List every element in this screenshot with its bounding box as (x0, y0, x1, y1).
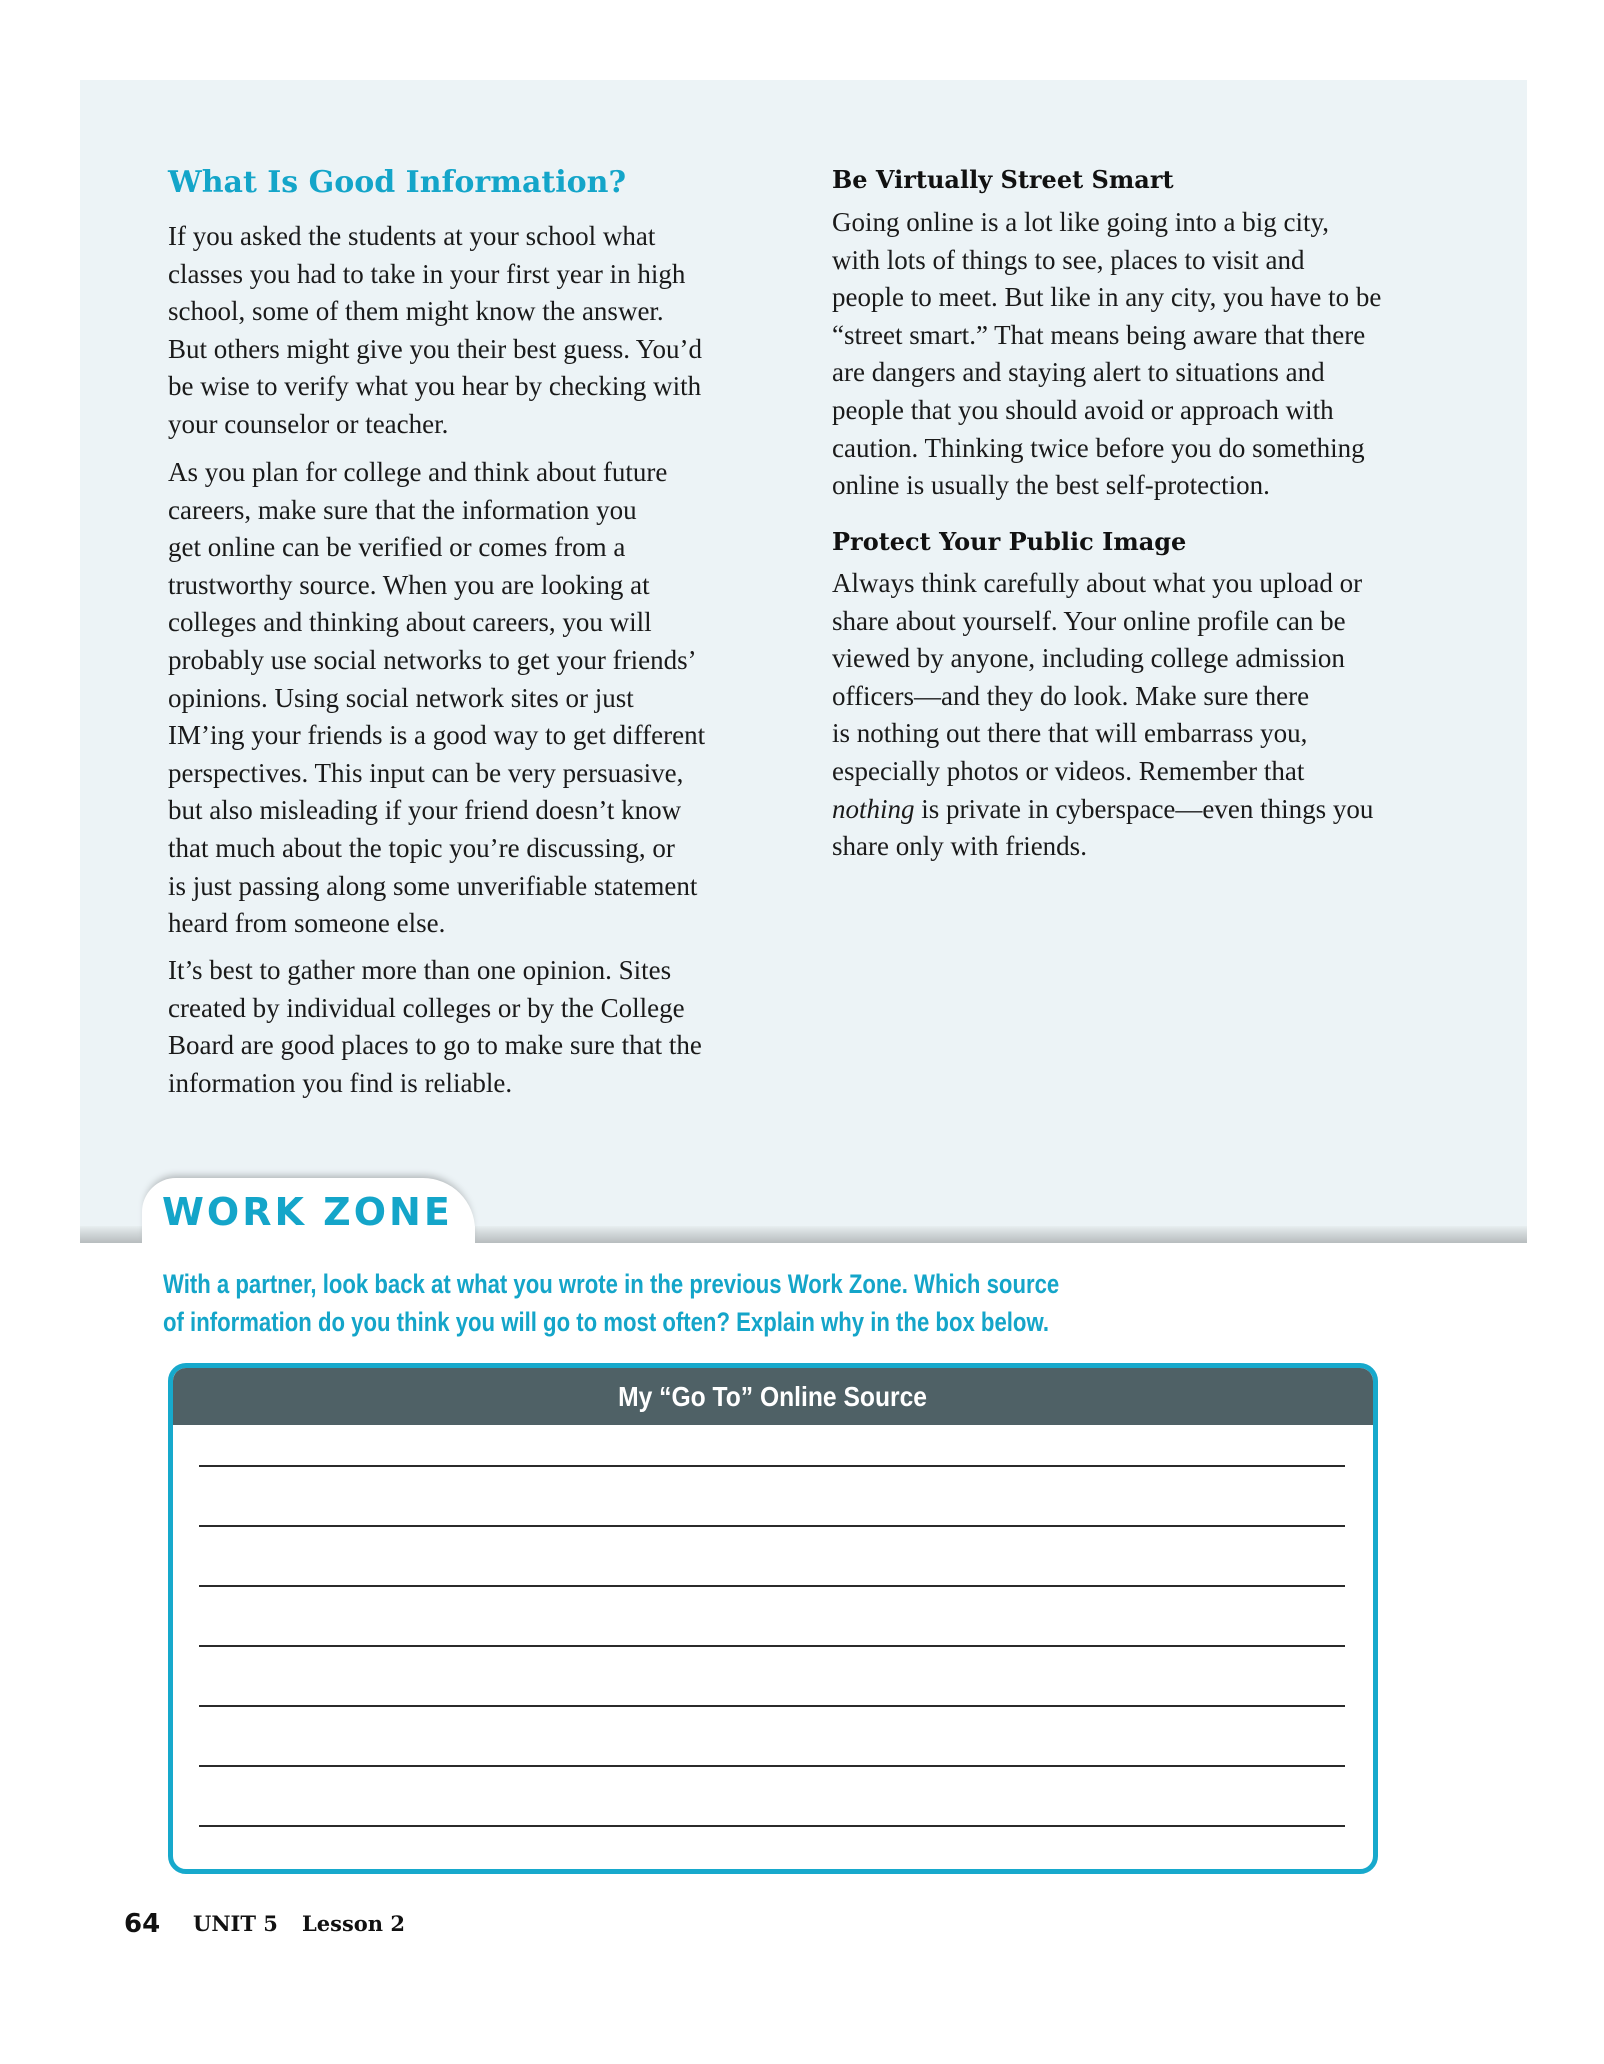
text-line: that much about the topic you’re discussing, or (168, 832, 675, 863)
text-line: be wise to verify what you hear by checking with (168, 371, 702, 402)
text-line: share only with friends. (832, 831, 1087, 862)
paragraph-2 (168, 454, 705, 943)
text-line: heard from someone else. (168, 908, 446, 939)
text-line: perspectives. This input can be very persuasive, (168, 757, 684, 788)
text-line: trustworthy source. When you are looking at (168, 569, 650, 600)
emphasis-text: nothing (832, 793, 915, 824)
text-line: As you plan for college and think about future (168, 457, 668, 487)
text-line: IM’ing your friends is a good way to get different (168, 720, 706, 751)
section-title-good-information: What Is Good Information? (168, 165, 627, 200)
text-line: Always think carefully about what you upload or (832, 568, 1363, 598)
subheading-public-image: Protect Your Public Image (832, 527, 1187, 556)
answer-box (168, 1363, 1378, 1874)
paragraph-street-smart (832, 204, 1381, 505)
answer-line[interactable] (199, 1765, 1345, 1767)
text-line: especially photos or videos. Remember that (832, 755, 1305, 786)
prompt-line: of information do you think you will go to most often? Explain why in the box below. (163, 1307, 1049, 1337)
answer-line[interactable] (199, 1525, 1345, 1527)
text-line: opinions. Using social network sites or just (168, 682, 634, 713)
answer-box-title (173, 1381, 1373, 1413)
text-line: people to meet. But like in any city, you have to be (832, 282, 1382, 313)
text-line: “street smart.” That means being aware that there (832, 319, 1366, 350)
text-line: online is usually the best self-protection. (832, 470, 1270, 501)
paragraph-3 (168, 952, 702, 1102)
text-line: is just passing along some unverifiable statement (168, 870, 698, 901)
footer-unit: UNIT 5 (193, 1911, 278, 1936)
text-line: are dangers and staying alert to situations and (832, 357, 1325, 388)
answer-line[interactable] (199, 1825, 1345, 1827)
answer-line[interactable] (199, 1585, 1345, 1587)
answer-box-title-text: My “Go To” Online Source (618, 1381, 928, 1412)
work-zone-prompt (163, 1265, 1059, 1341)
text-line: is nothing out there that will embarrass you, (832, 718, 1308, 749)
answer-line[interactable] (199, 1645, 1345, 1647)
text-line: share about yourself. Your online profile can be (832, 605, 1346, 636)
text-line: It’s best to gather more than one opinion. Sites (168, 955, 672, 985)
text-line: officers—and they do look. Make sure there (832, 680, 1310, 711)
work-zone-label: WORK ZONE (162, 1190, 453, 1234)
page-number: 64 (124, 1909, 161, 1939)
text-line: your counselor or teacher. (168, 408, 449, 439)
paragraph-1 (168, 218, 702, 444)
answer-line[interactable] (199, 1705, 1345, 1707)
text-line: school, some of them might know the answer. (168, 296, 664, 327)
answer-line[interactable] (199, 1465, 1345, 1467)
text-line: Board are good places to go to make sure that the (168, 1030, 702, 1061)
answer-box-header (173, 1368, 1373, 1425)
text-line: classes you had to take in your first year in high (168, 258, 686, 289)
text-line: probably use social networks to get your friends’ (168, 644, 697, 675)
text-line: Going online is a lot like going into a big city, (832, 207, 1329, 237)
text-line: careers, make sure that the information you (168, 494, 637, 525)
text-line (832, 791, 1373, 829)
text-line: But others might give you their best guess. You’d (168, 333, 702, 364)
subheading-street-smart: Be Virtually Street Smart (832, 165, 1174, 194)
text-line: created by individual colleges or by the College (168, 992, 685, 1023)
text-line: but also misleading if your friend doesn’t know (168, 795, 682, 826)
paragraph-public-image (832, 565, 1373, 866)
text-segment: is private in cyberspace—even things you (914, 793, 1374, 824)
footer-lesson: Lesson 2 (302, 1911, 405, 1936)
text-line: get online can be verified or comes from a (168, 532, 626, 563)
text-line: If you asked the students at your school what (168, 221, 656, 251)
prompt-line: With a partner, look back at what you wrote in the previous Work Zone. Which source (163, 1269, 1060, 1299)
text-line: information you find is reliable. (168, 1067, 513, 1098)
text-line: caution. Thinking twice before you do something (832, 432, 1365, 463)
text-line: colleges and thinking about careers, you will (168, 607, 652, 638)
text-line: with lots of things to see, places to visit and (832, 244, 1305, 275)
text-line: viewed by anyone, including college admission (832, 643, 1345, 674)
text-line: people that you should avoid or approach with (832, 394, 1334, 425)
